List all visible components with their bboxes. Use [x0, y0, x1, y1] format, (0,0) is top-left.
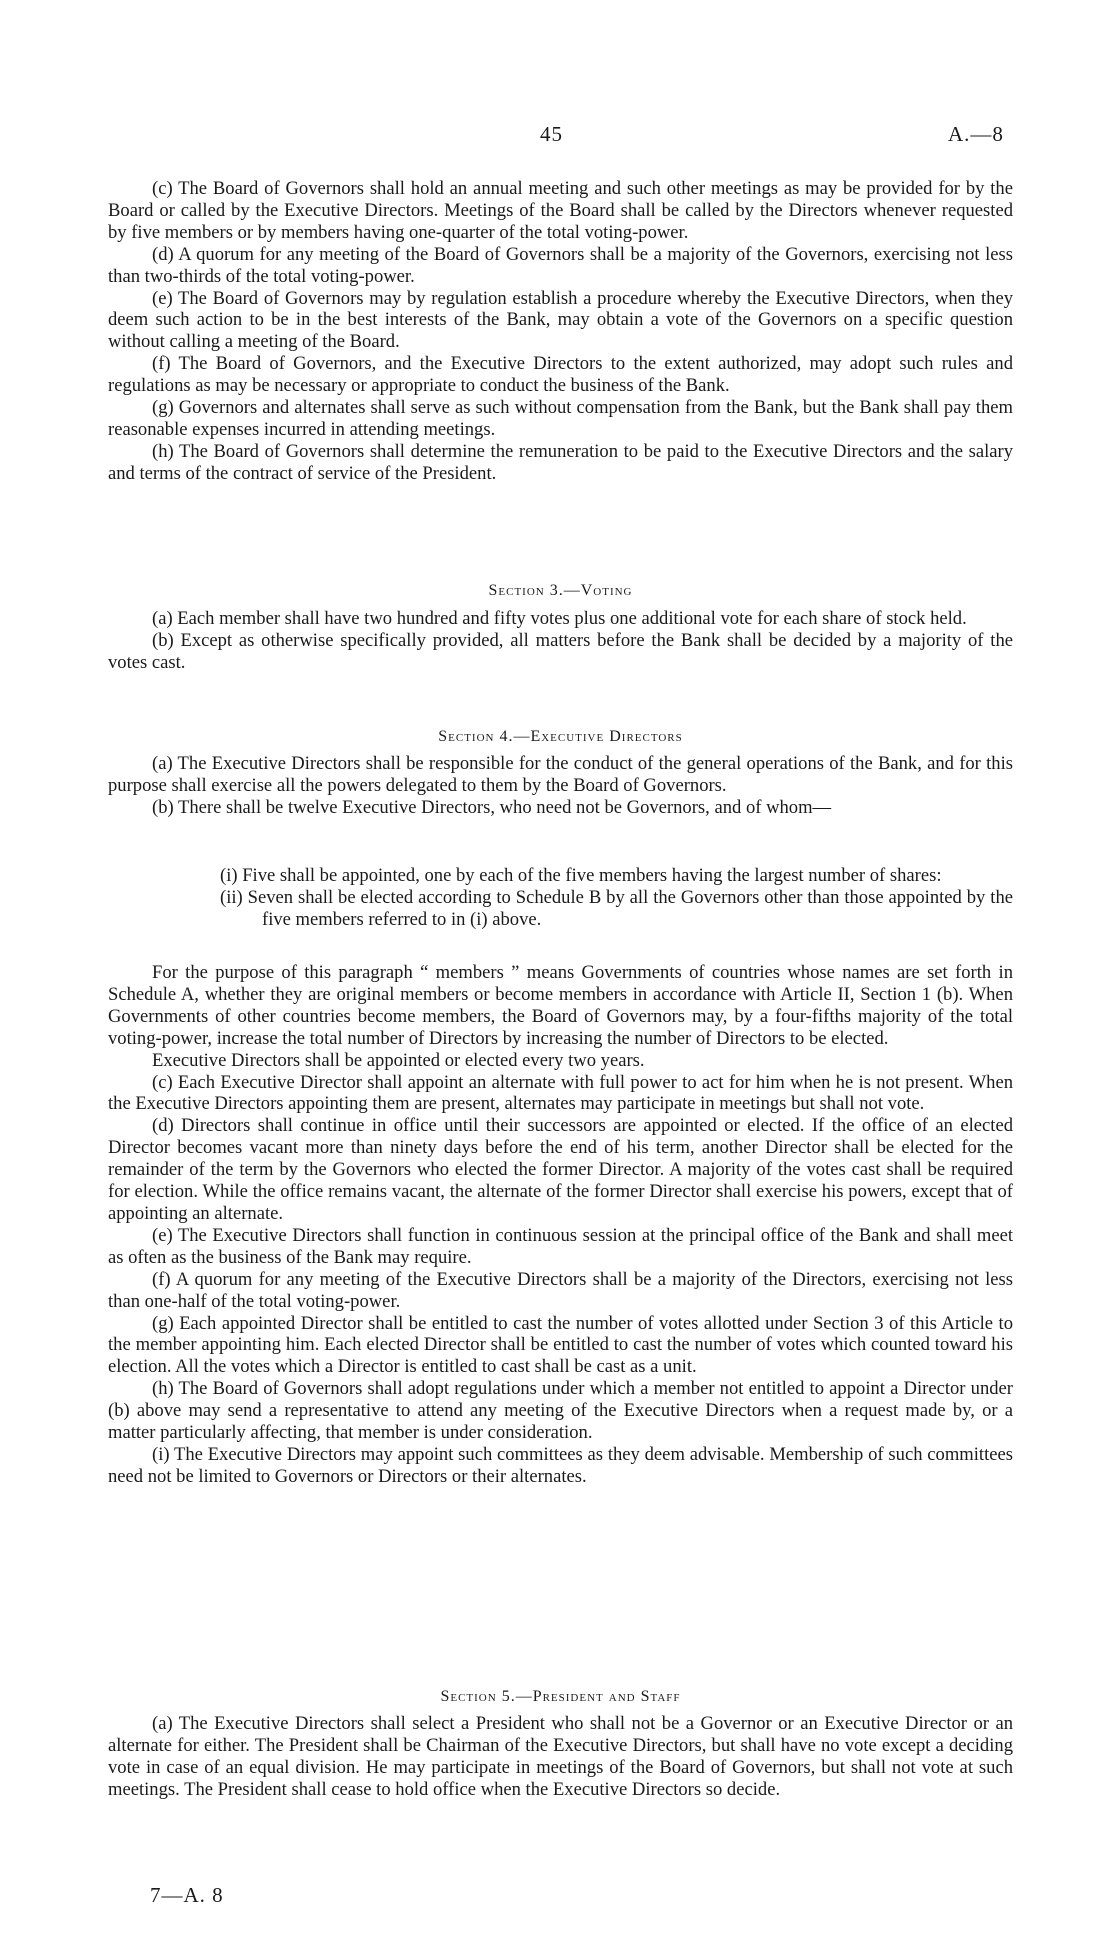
paragraph-4h: (h) The Board of Governors shall adopt regulations under which a member not entitled to appoint a Director under (b) above may send a representative to attend any meeting of the Executive Directors when a request made by, or a matter particularly affecting, that member is under consideration. — [108, 1378, 1013, 1444]
section-5-body — [108, 1713, 1013, 1801]
paragraph-4c: (c) Each Executive Director shall appoint an alternate with full power to act for him when he is not present. When the Executive Directors appointing them are present, alternates may participate in meetings but shall not vote. — [108, 1071, 1013, 1115]
section-4 — [108, 726, 1013, 748]
term-note: Executive Directors shall be appointed or elected every two years. — [152, 1049, 645, 1071]
page-number: 45 — [540, 122, 563, 146]
section-3-body — [108, 608, 1013, 674]
section-4-sub-items — [108, 865, 1013, 931]
paragraph-4i: (i) The Executive Directors may appoint such committees as they deem advisable. Membership of such committees need not be limited to Governors or Directors or their alternates. — [108, 1443, 1013, 1487]
section-5 — [108, 1686, 1013, 1708]
paragraph-4d: (d) Directors shall continue in office until their successors are appointed or elected. If the office of an elected Director becomes vacant more than ninety days before the end of his term, another Director shall be elected for the remainder of the term by the Governors who elected the former Director. A majority of the votes cast shall be required for election. While the office remains vacant, the alternate of the former Director shall exercise his powers, except that of appointing an alternate. — [108, 1115, 1013, 1224]
sub-item-i: (i) Five shall be appointed, one by each of the five members having the largest number of shares: — [220, 865, 942, 886]
paragraph-3b: (b) Except as otherwise specifically provided, all matters before the Bank shall be decided by a majority of the votes cast. — [108, 629, 1013, 673]
paragraph-4a: (a) The Executive Directors shall be responsible for the conduct of the general operations of the Bank, and for this purpose shall exercise all the powers delegated to them by the Board of Governors. — [108, 753, 1013, 796]
paragraph-2f: (f) The Board of Governors, and the Executive Directors to the extent authorized, may adopt such rules and regulations as may be necessary or appropriate to conduct the business of the Bank. — [108, 353, 1013, 397]
paragraph-3a: (a) Each member shall have two hundred and fifty votes plus one additional vote for each share of stock held. — [152, 608, 967, 629]
sub-item-ii: (ii) Seven shall be elected according to Schedule B by all the Governors other than those appointed by the five members referred to in (i) above. — [220, 886, 1013, 930]
paragraph-4b: (b) There shall be twelve Executive Directors, who need not be Governors, and of whom— — [152, 796, 832, 818]
footer-signature: 7—A. 8 — [150, 1883, 224, 1907]
paragraph-2g: (g) Governors and alternates shall serve as such without compensation from the Bank, but the Bank shall pay them reasonable expenses incurred in attending meetings. — [108, 397, 1013, 440]
section-4-notes — [108, 962, 1013, 1488]
paragraph-4f: (f) A quorum for any meeting of the Executive Directors shall be a majority of the Directors, exercising not less than one-half of the total voting-power. — [108, 1268, 1013, 1312]
section-5-heading: Section 5.—President and Staff — [440, 1688, 681, 1705]
paragraph-2e: (e) The Board of Governors may by regulation establish a procedure whereby the Executive Directors, when they deem such action to be in the best interests of the Bank, may obtain a vote of the Governors on a specific question without calling a meeting of the Board. — [108, 287, 1013, 353]
section-3-heading: Section 3.—Voting — [488, 582, 633, 599]
paragraph-5a: (a) The Executive Directors shall select a President who shall not be a Governor or an Executive Director or an alternate for either. The President shall be Chairman of the Executive Directors, but shall have no vote except a deciding vote in case of an equal division. He may participate in meetings of the Board of Governors, but shall not vote at such meetings. The President shall cease to hold office when the Executive Directors so decide. — [108, 1713, 1013, 1800]
members-definition: For the purpose of this paragraph “ members ” means Governments of countries whose names are set forth in Schedule A, whether they are original members or become members in accordance with Article II, Section 1 (b). When Governments of other countries become members, the Board of Governors may, by a four-fifths majority of the total voting-power, increase the total number of Directors by increasing the number of Directors to be elected. — [108, 962, 1013, 1049]
section-3 — [108, 580, 1013, 602]
section-4-body — [108, 753, 1013, 819]
paragraph-4g: (g) Each appointed Director shall be entitled to cast the number of votes allotted under Section 3 of this Article to the member appointing him. Each elected Director shall be entitled to cast the number of votes which counted toward his election. All the votes which a Director is entitled to cast shall be cast as a unit. — [108, 1312, 1013, 1378]
paragraph-2c: (c) The Board of Governors shall hold an annual meeting and such other meetings as may be provided for by the Board or called by the Executive Directors. Meetings of the Board shall be called by the Directors whenever requested by five members or by members having one-quarter of the total voting-power. — [108, 178, 1013, 243]
document-reference: A.—8 — [948, 122, 1004, 146]
section-4-heading: Section 4.—Executive Directors — [438, 728, 683, 745]
section-2-continuation — [108, 178, 1013, 485]
paragraph-4e: (e) The Executive Directors shall function in continuous session at the principal office of the Bank and shall meet as often as the business of the Bank may require. — [108, 1224, 1013, 1268]
paragraph-2d: (d) A quorum for any meeting of the Board of Governors shall be a majority of the Governors, exercising not less than two-thirds of the total voting-power. — [108, 243, 1013, 287]
paragraph-2h: (h) The Board of Governors shall determine the remuneration to be paid to the Executive Directors and the salary and terms of the contract of service of the President. — [108, 440, 1013, 484]
